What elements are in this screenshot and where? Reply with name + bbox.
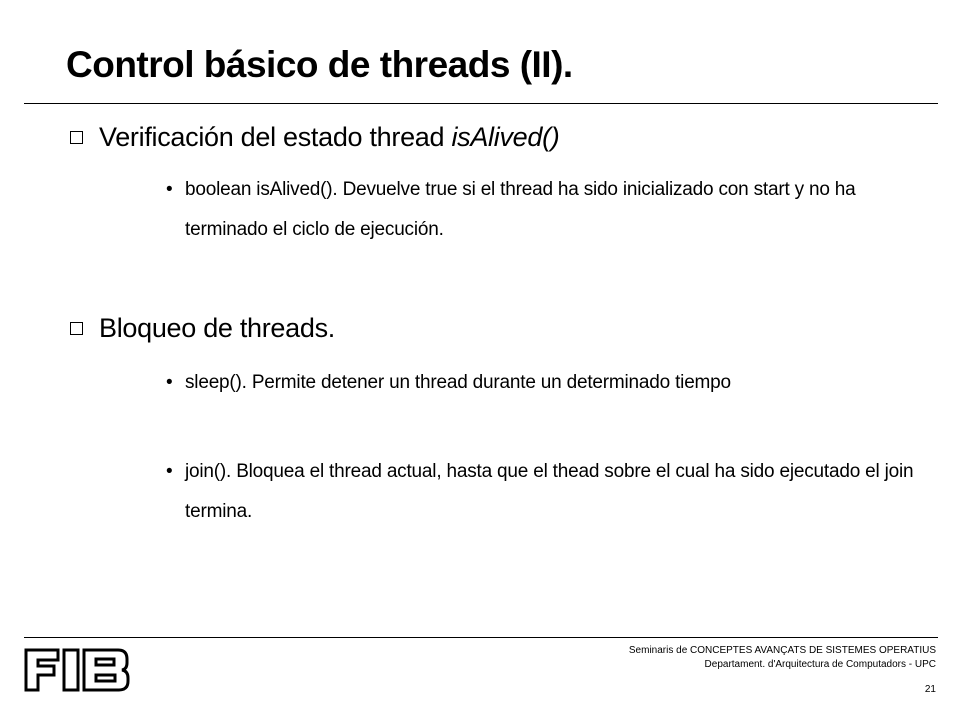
section-heading-text: Bloqueo de threads. bbox=[99, 313, 335, 343]
bullet-text: join(). Bloquea el thread actual, hasta que el thead sobre el cual ha sido ejecutado el join termina. bbox=[185, 461, 914, 522]
title-divider bbox=[24, 103, 938, 104]
section-heading-method: isAlived() bbox=[451, 122, 560, 152]
section-heading-bloqueo bbox=[70, 313, 335, 344]
bullet-text: boolean isAlived(). Devuelve true si el thread ha sido inicializado con start y no ha terminado el ciclo de ejecución. bbox=[185, 179, 856, 240]
section-heading-text: Verificación del estado thread bbox=[99, 122, 452, 152]
square-bullet-icon bbox=[70, 131, 83, 144]
bullet-sleep bbox=[166, 363, 931, 403]
page-number: 21 bbox=[924, 684, 936, 695]
bullet-text: sleep(). Permite detener un thread durante un determinado tiempo bbox=[185, 372, 731, 393]
fib-logo-icon bbox=[24, 648, 130, 692]
footer-department: Departament. d'Arquitectura de Computadors - UPC bbox=[704, 659, 936, 670]
square-bullet-icon bbox=[70, 322, 83, 335]
footer-divider bbox=[24, 637, 938, 638]
footer-seminar: Seminaris de CONCEPTES AVANÇATS DE SISTEMES OPERATIUS bbox=[628, 645, 936, 656]
bullet-dot-icon: • bbox=[166, 372, 173, 393]
bullet-isalived bbox=[166, 170, 931, 250]
bullet-dot-icon: • bbox=[166, 179, 173, 200]
slide-title: Control básico de threads (II). bbox=[66, 44, 573, 85]
bullet-join bbox=[166, 452, 931, 532]
section-heading-isalived bbox=[70, 122, 559, 153]
bullet-dot-icon: • bbox=[166, 461, 173, 482]
